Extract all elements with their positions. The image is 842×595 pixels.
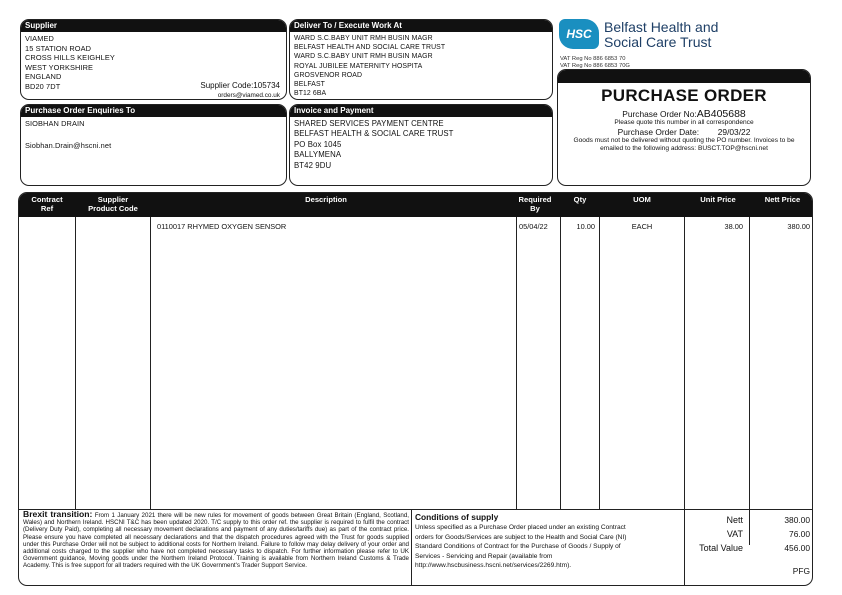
conditions-of-supply bbox=[415, 513, 685, 570]
col-required-by-l2: By bbox=[530, 203, 540, 213]
trust-name-line1: Belfast Health and bbox=[604, 19, 719, 35]
col-uom: UOM bbox=[633, 195, 651, 204]
deliver-line: WARD S.C.BABY UNIT RMH BUSIN MAGR bbox=[294, 53, 433, 61]
col-contract-ref bbox=[19, 193, 75, 217]
trust-logo bbox=[559, 19, 809, 69]
col-contract-ref-l2: Ref bbox=[40, 203, 54, 213]
supplier-line: VIAMED bbox=[25, 34, 54, 43]
deliver-line: GROSVENOR ROAD bbox=[294, 71, 363, 79]
col-supplier-code-l1: Supplier bbox=[97, 195, 129, 204]
trust-name bbox=[604, 20, 718, 50]
invoice-line: BT42 9DU bbox=[294, 160, 332, 170]
conditions-divider bbox=[411, 509, 412, 586]
enquiries-heading: Purchase Order Enquiries To bbox=[21, 105, 286, 117]
deliver-to-address bbox=[290, 32, 552, 100]
column-divider bbox=[749, 217, 750, 509]
po-email-note1: Goods must not be delivered without quoting the PO number. Invoices to be bbox=[573, 137, 795, 144]
conditions-line: Standard Conditions of Contract for the Purchase of Goods / Supply of bbox=[415, 543, 621, 551]
conditions-title: Conditions of supply bbox=[415, 512, 499, 522]
po-date: 29/03/22 bbox=[717, 127, 751, 137]
po-number: AB405688 bbox=[696, 108, 746, 120]
conditions-line: Services - Servicing and Repair (available from bbox=[415, 552, 553, 560]
vat-reg-line2: VAT Reg No 886 6853 70G bbox=[560, 63, 630, 69]
hsc-logo-icon: HSC bbox=[559, 19, 599, 49]
row-required-by: 05/04/22 bbox=[519, 222, 548, 231]
trust-name-line2: Social Care Trust bbox=[604, 34, 712, 50]
po-number-label: Purchase Order No: bbox=[622, 109, 697, 119]
supplier-line: 15 STATION ROAD bbox=[25, 43, 92, 53]
po-date-label: Purchase Order Date: bbox=[617, 127, 700, 137]
vat-reg-line1: VAT Reg No 886 6853 70 bbox=[560, 56, 626, 62]
deliver-line: BT12 6BA bbox=[294, 90, 327, 98]
deliver-line: ROYAL JUBILEE MATERNITY HOSPITA bbox=[294, 62, 423, 70]
brexit-notice bbox=[23, 511, 409, 570]
conditions-line: Unless specified as a Purchase Order placed under an existing Contract bbox=[415, 524, 626, 532]
row-nett-price: 380.00 bbox=[787, 222, 810, 231]
conditions-link[interactable]: http://www.hscbusiness.hscni.net/services/2269.htm). bbox=[415, 562, 572, 570]
nett-label: Nett bbox=[726, 515, 743, 525]
invoice-line: PO Box 1045 bbox=[294, 139, 342, 149]
brexit-title: Brexit transition: bbox=[23, 509, 93, 519]
vat-value: 76.00 bbox=[789, 529, 810, 539]
supplier-email[interactable]: orders@viamed.co.uk bbox=[217, 92, 280, 99]
po-title: PURCHASE ORDER bbox=[601, 86, 767, 105]
deliver-line: WARD S.C.BABY UNIT RMH BUSIN MAGR bbox=[294, 35, 433, 42]
col-required-by-l1: Required bbox=[518, 195, 552, 204]
totals-values-divider bbox=[749, 509, 750, 545]
column-divider bbox=[150, 217, 151, 509]
supplier-line: BD20 7DT bbox=[25, 81, 61, 91]
col-required-by bbox=[509, 193, 561, 217]
page-code: PFG bbox=[792, 566, 810, 576]
col-nett-price: Nett Price bbox=[764, 195, 801, 204]
po-quote-note: Please quote this number in all correspondence bbox=[614, 119, 754, 126]
total-value: 456.00 bbox=[784, 543, 810, 553]
invoice-address bbox=[290, 117, 552, 173]
column-divider bbox=[599, 217, 600, 509]
row-uom: EACH bbox=[631, 222, 653, 231]
supplier-box bbox=[20, 19, 287, 100]
totals-divider bbox=[684, 509, 685, 586]
column-divider bbox=[684, 217, 685, 509]
deliver-line: BELFAST bbox=[294, 81, 325, 89]
invoice-line: SHARED SERVICES PAYMENT CENTRE bbox=[294, 119, 444, 128]
col-description: Description bbox=[305, 195, 347, 204]
col-supplier-code bbox=[76, 193, 150, 217]
col-supplier-code-l2: Product Code bbox=[88, 203, 138, 213]
total-value-label: Total Value bbox=[699, 543, 743, 553]
deliver-line: BELFAST HEALTH AND SOCIAL CARE TRUST bbox=[294, 44, 446, 52]
po-number-line bbox=[558, 109, 810, 119]
enquiries-body bbox=[21, 117, 286, 152]
brexit-text: From 1 January 2021 there will be new rules for movement of goods between Great Britain (England, Scotland, Wales) and Northern Ireland. HSCNI T&C has been updated 2020. T/C supply to this order ref. the supplier is required to fulfil the contract (Delivery Duty Paid), completing all necessary movement declarations and payment of any duties/tariffs due) as part of the contract price. Please ensure you have completed all necessary declarations and that the dispatch procedures agreed with the Trust for goods supplied under this Purchase Order will not be subject to additional costs for Northern Ireland. Failure to follow may delay delivery of your order and additional costs charged to the supplier who have not completed necessary tasks to dispatch. For further information please refer to UK Government guidance, Moving goods under the Northern Ireland Protocol. Training is available from Northern Ireland Customs & Trade Academy. This is free support for all traders required with the UK Government's Trader Support Service. bbox=[23, 512, 409, 570]
enquiries-name: SIOBHAN DRAIN bbox=[25, 119, 85, 128]
purchase-order-box bbox=[557, 69, 811, 186]
invoice-box bbox=[289, 104, 553, 186]
col-unit-price: Unit Price bbox=[700, 195, 736, 204]
row-qty: 10.00 bbox=[576, 222, 595, 231]
row-unit-price: 38.00 bbox=[724, 222, 743, 231]
supplier-line: WEST YORKSHIRE bbox=[25, 62, 94, 72]
invoice-line: BELFAST HEALTH & SOCIAL CARE TRUST bbox=[294, 129, 454, 139]
supplier-heading: Supplier bbox=[21, 20, 286, 32]
col-qty: Qty bbox=[573, 195, 587, 204]
table-bottom-divider bbox=[19, 509, 812, 510]
supplier-code: Supplier Code:105734 bbox=[200, 81, 280, 90]
column-divider bbox=[516, 217, 517, 509]
deliver-to-box bbox=[289, 19, 553, 100]
col-contract-ref-l1: Contract bbox=[31, 195, 63, 204]
row-description: 0110017 RHYMED OXYGEN SENSOR bbox=[157, 222, 287, 231]
po-heading-bar bbox=[558, 70, 810, 83]
vat-registration bbox=[560, 56, 630, 70]
column-divider bbox=[560, 217, 561, 509]
nett-value: 380.00 bbox=[784, 515, 810, 525]
deliver-to-heading: Deliver To / Execute Work At bbox=[290, 20, 552, 32]
supplier-line: ENGLAND bbox=[25, 72, 62, 82]
invoice-line: BALLYMENA bbox=[294, 150, 342, 160]
enquiries-email[interactable]: Siobhan.Drain@hscni.net bbox=[25, 140, 112, 150]
supplier-line: CROSS HILLS KEIGHLEY bbox=[25, 53, 115, 63]
po-email-note2: emailed to the following address: BUSCT.TOP@hscni.net bbox=[600, 145, 768, 152]
po-date-line bbox=[558, 127, 810, 137]
conditions-line: orders for Goods/Services are subject to the Health and Social Care (NI) bbox=[415, 533, 627, 541]
order-lines-table bbox=[18, 192, 813, 586]
invoice-heading: Invoice and Payment bbox=[290, 105, 552, 117]
enquiries-box bbox=[20, 104, 287, 186]
vat-label: VAT bbox=[726, 529, 743, 539]
column-divider bbox=[75, 217, 76, 509]
